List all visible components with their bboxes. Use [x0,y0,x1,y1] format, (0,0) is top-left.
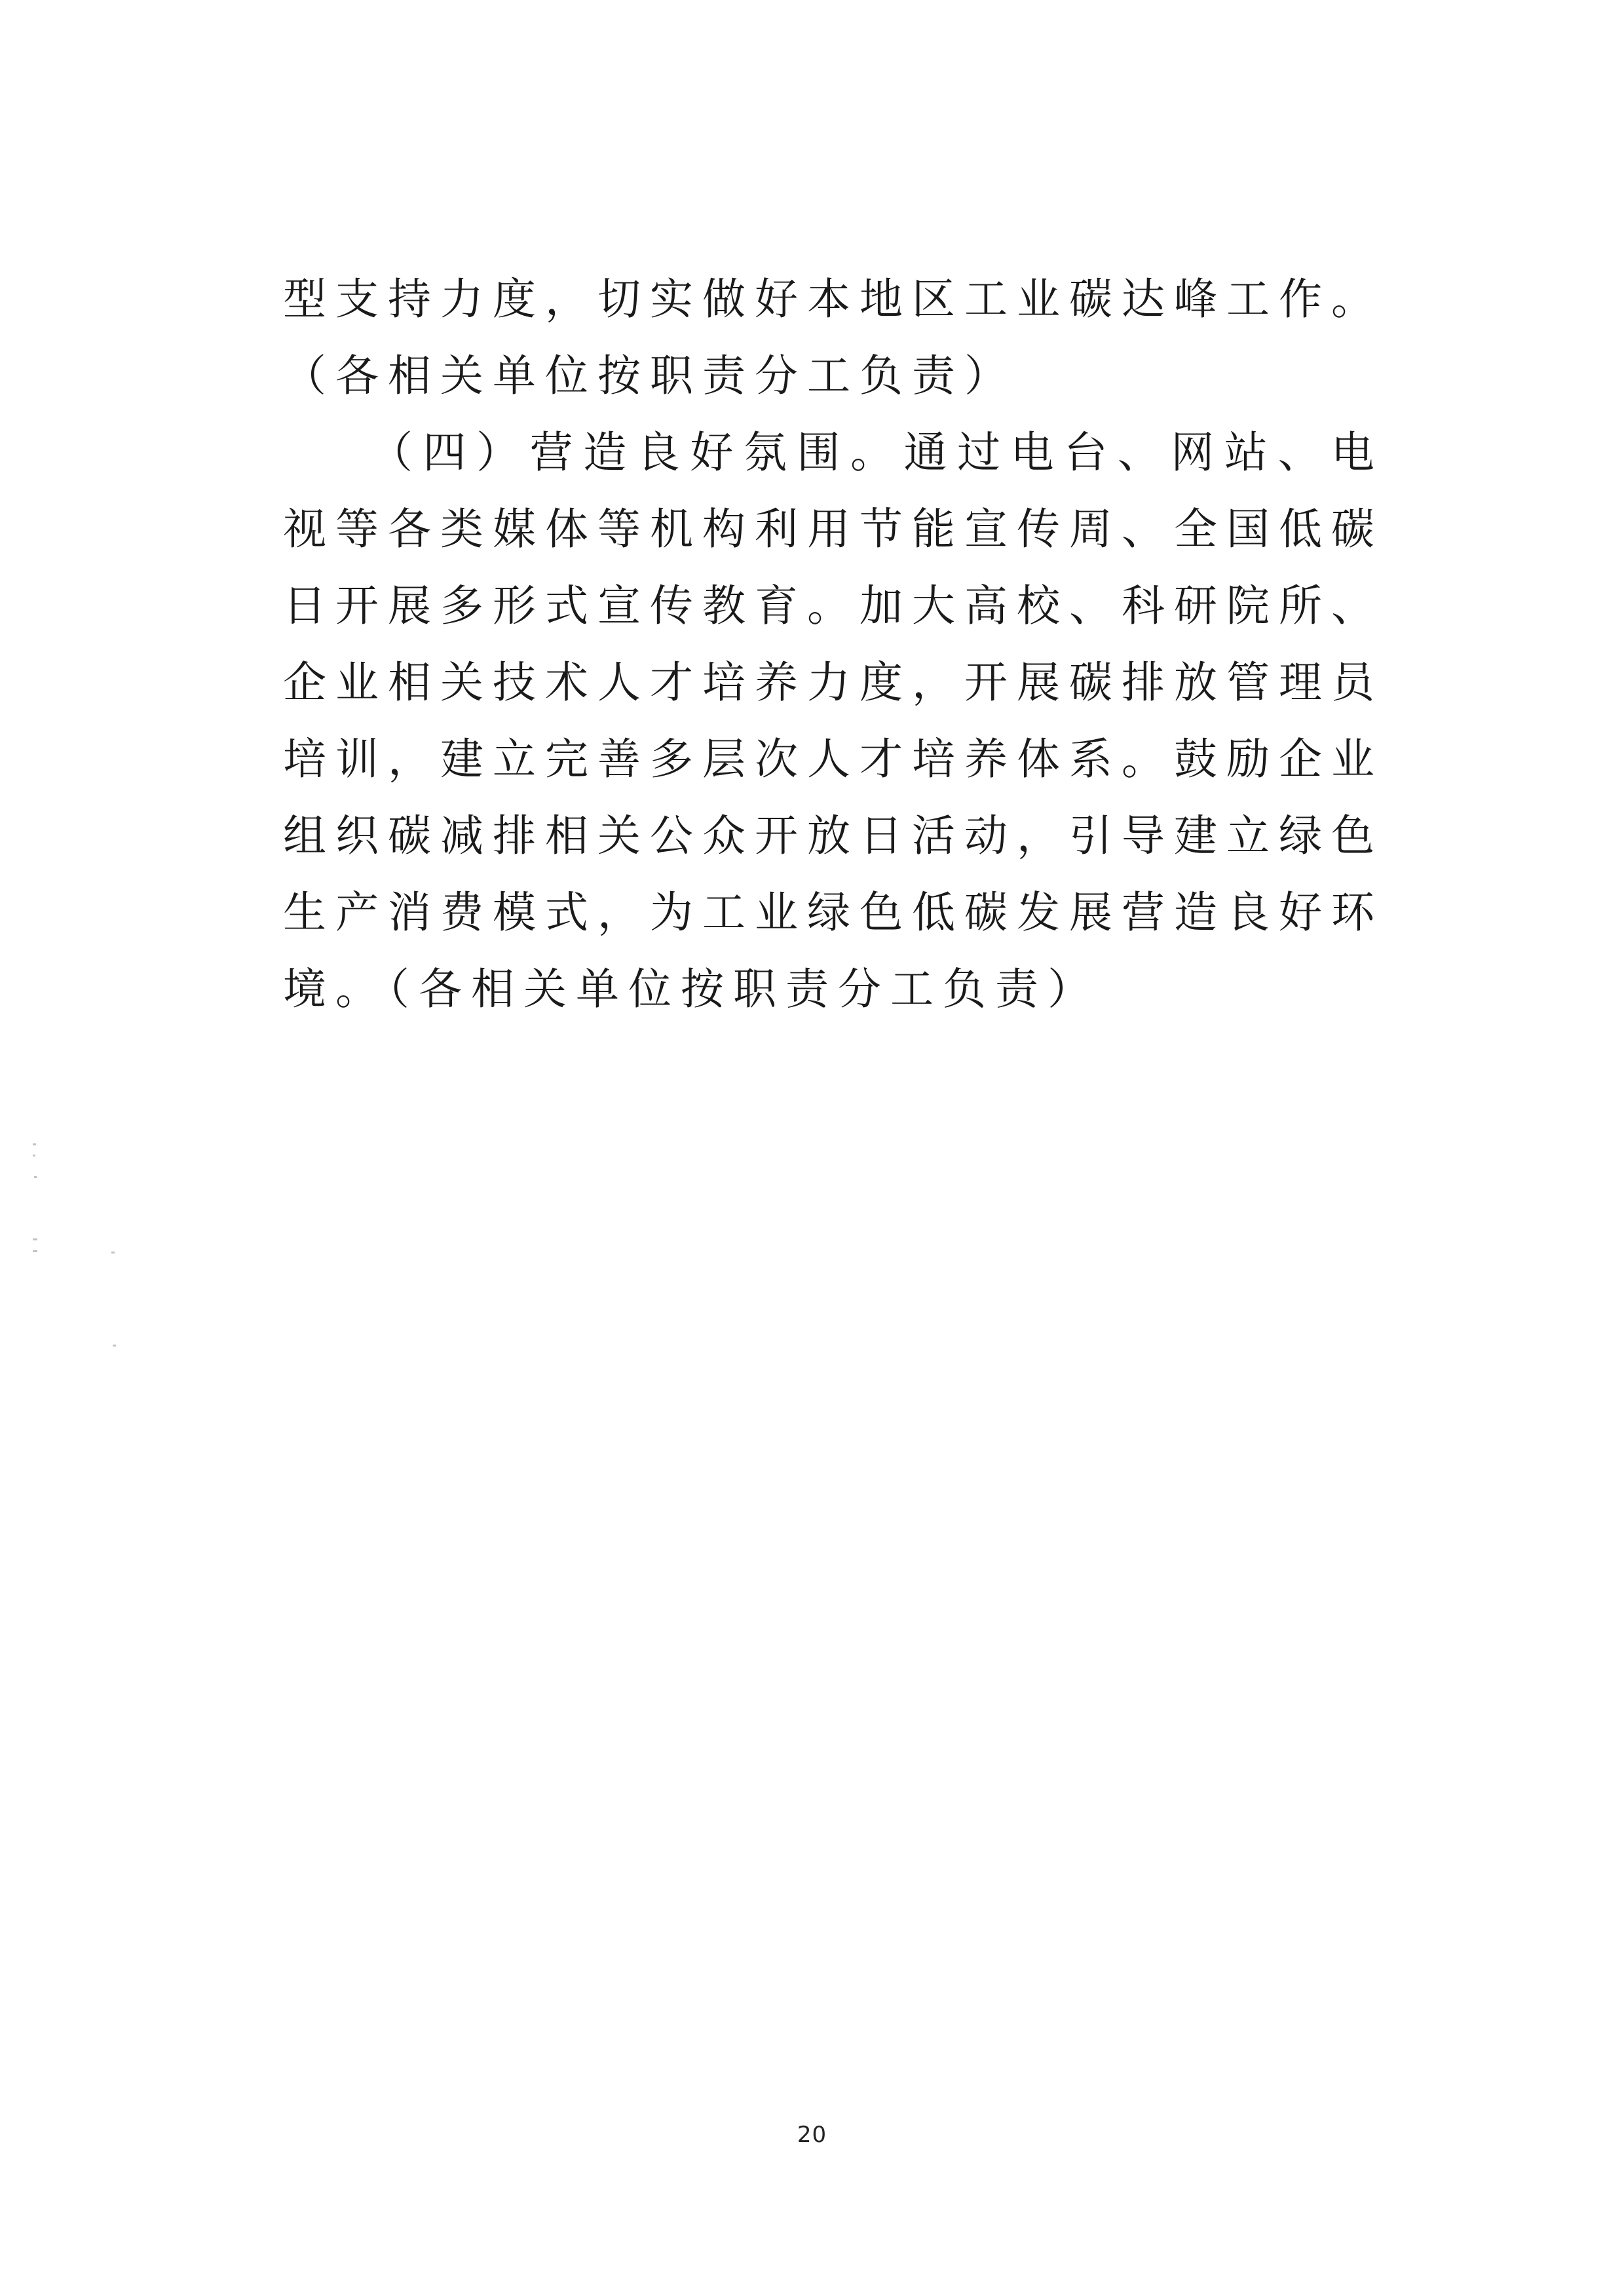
scan-artifact [33,1250,37,1252]
document-body [283,261,1384,1027]
scan-artifact [34,1176,37,1178]
scan-artifact [33,1155,35,1157]
scan-artifact [33,1238,37,1240]
scan-artifact [113,1345,116,1347]
page-number: 20 [797,2122,827,2148]
scan-artifact [33,1143,36,1145]
paragraph-continuation: 型支持力度，切实做好本地区工业碳达峰工作。（各相关单位按职责分工负责） [283,274,1384,401]
scan-artifact [111,1252,115,1253]
paragraph-section-four: （四）营造良好氛围。通过电台、网站、电视等各类媒体等机构利用节能宣传周、全国低碳日开展多形式宣传教育。加大高校、科研院所、企业相关技术人才培养力度，开展碳排放管理员培训，建立完善多层次人才培养体系。鼓励企业组织碳减排相关公众开放日活动，引导建立绿色生产消费模式，为工业绿色低碳发展营造良好环境。（各相关单位按职责分工负责） [283,427,1384,1014]
